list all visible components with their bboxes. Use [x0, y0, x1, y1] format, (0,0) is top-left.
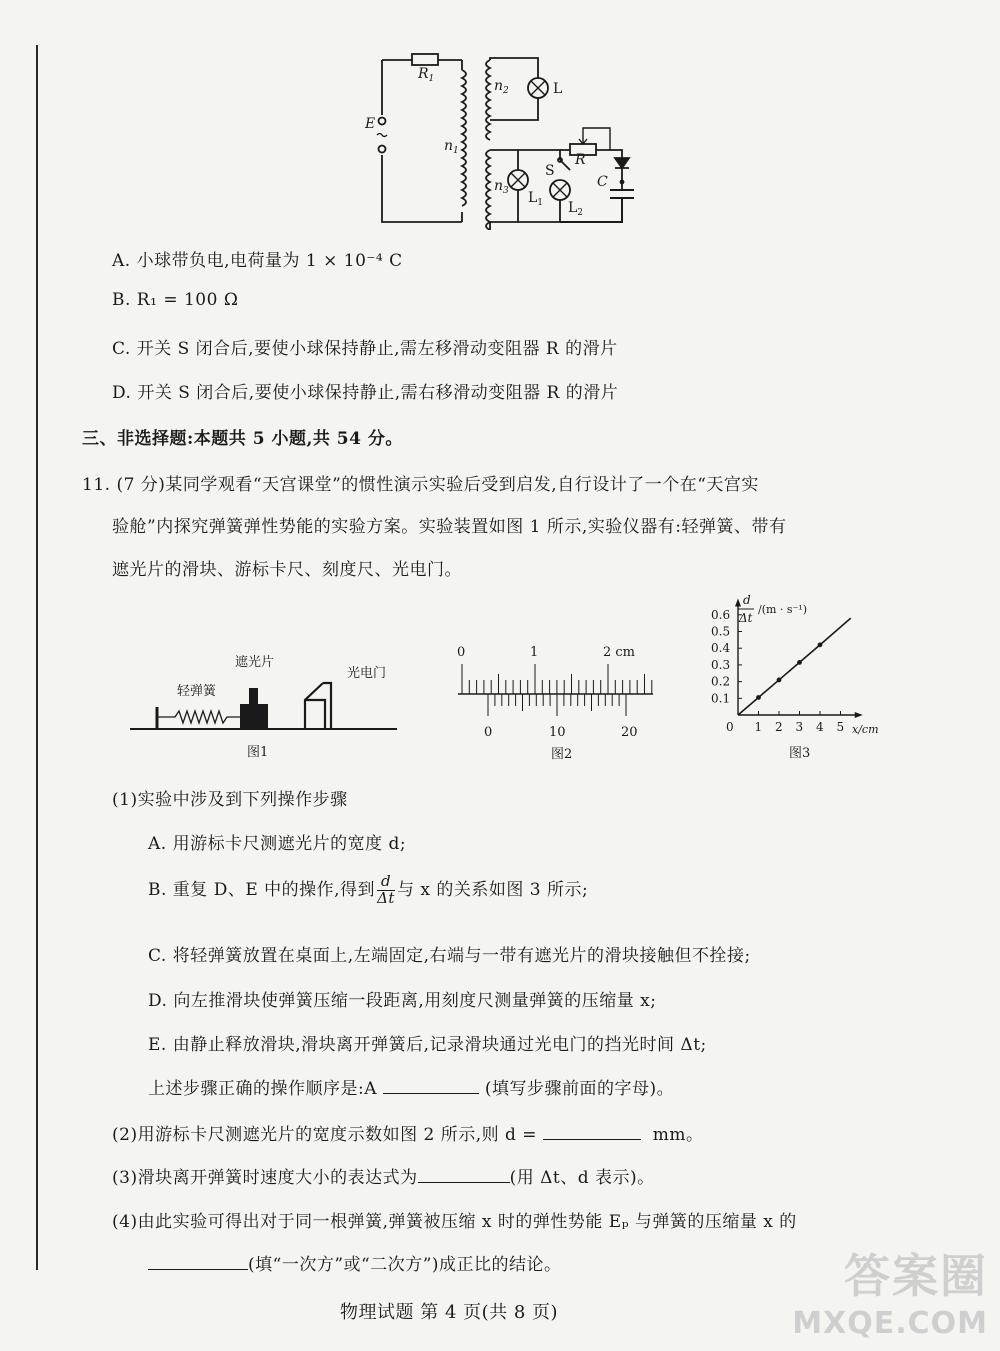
main-tick-2: 2 cm — [603, 645, 636, 660]
x-tick-label: 3 — [795, 720, 804, 734]
y-axis-denominator: Δt — [739, 611, 753, 625]
n1-label: n — [444, 138, 454, 154]
y-tick-label: 0.5 — [711, 624, 731, 639]
data-point — [818, 642, 823, 647]
question-3: (3)滑块离开弹簧时速度大小的表达式为 (用 Δt、d 表示)。 — [112, 1168, 655, 1188]
y-tick-label: 0.4 — [711, 641, 731, 656]
svg-text:L1: $L_1$ — [528, 190, 544, 208]
x-tick-label: 2 — [775, 720, 783, 734]
y-axis-arrow — [735, 598, 741, 606]
series-line — [738, 618, 851, 715]
y-tick-label: 0.2 — [711, 674, 731, 689]
svg-text:n1: $n_1$ — [444, 138, 459, 156]
svg-text:n2: $n_2$ — [494, 78, 509, 96]
y-axis-numerator: d — [743, 593, 751, 607]
option-b: B. R₁ = 100 Ω — [112, 290, 239, 310]
data-point — [756, 695, 761, 700]
transformer-circuit-diagram — [360, 40, 660, 230]
x-tick-label: 5 — [836, 720, 845, 734]
x-axis-label: x/cm — [852, 723, 879, 736]
step-a: A. 用游标卡尺测遮光片的宽度 d; — [148, 834, 407, 854]
step-d: D. 向左推滑块使弹簧压缩一段距离,用刻度尺测量弹簧的压缩量 x; — [148, 991, 657, 1011]
speed-answer-blank[interactable] — [418, 1168, 510, 1183]
n3-label: n — [494, 178, 504, 194]
fig1-caption: 图1 — [247, 745, 269, 760]
power-answer-blank[interactable] — [148, 1255, 248, 1270]
question-4-line-1: (4)由此实验可得出对于同一根弹簧,弹簧被压缩 x 时的弹性势能 Eₚ 与弹簧的压缩量 x 的 — [112, 1212, 797, 1232]
option-d: D. 开关 S 闭合后,要使小球保持静止,需右移滑动变阻器 R 的滑片 — [112, 383, 619, 403]
question-2: (2)用游标卡尺测遮光片的宽度示数如图 2 所示,则 d = mm。 — [112, 1125, 704, 1145]
option-a: A. 小球带负电,电荷量为 1 × 10⁻⁴ C — [112, 251, 403, 271]
svg-text:R1: $R_1$ — [418, 66, 435, 84]
r1-label: R — [418, 66, 429, 82]
fig3-caption: 图3 — [789, 746, 811, 761]
step-c: C. 将轻弹簧放置在桌面上,左端固定,右端与一带有遮光片的滑块接触但不拴接; — [148, 946, 751, 966]
step-b: B. 重复 D、E 中的操作,得到 $\frac{d}{\Delta t}$ 与 x 的关系如图 3 所示; — [148, 872, 589, 907]
y-tick-label: 0.3 — [711, 657, 731, 672]
fig2-caption: 图2 — [551, 747, 573, 762]
main-tick-0: 0 — [457, 645, 466, 660]
question-4-line-2: (填“一次方”或“二次方”)成正比的结论。 — [148, 1250, 562, 1275]
y-tick-label: 0.1 — [711, 691, 731, 706]
step-intro: (1)实验中涉及到下列操作步骤 — [112, 790, 348, 810]
figure-3-chart — [702, 590, 892, 765]
question-11-line-1: 11. (7 分)某同学观看“天宫课堂”的惯性演示实验后受到启发,自行设计了一个在“天宫实 — [82, 475, 759, 495]
fig1-spring-label: 轻弹簧 — [177, 684, 217, 699]
width-answer-blank[interactable] — [543, 1125, 641, 1140]
question-11-line-2: 验舱”内探究弹簧弹性势能的实验方案。实验装置如图 1 所示,实验仪器有:轻弹簧、带有 — [112, 517, 787, 537]
x-tick-label: 4 — [816, 720, 824, 734]
switch-label: S — [545, 163, 555, 179]
vernier-tick-10: 10 — [549, 725, 566, 740]
l2-label: L — [568, 200, 578, 216]
data-point — [777, 678, 782, 683]
l1-label: L — [528, 190, 538, 206]
figure-1-apparatus — [125, 645, 405, 765]
page-margin-rule — [36, 45, 38, 1270]
x-tick-label: 1 — [754, 720, 763, 734]
y-axis-unit: /(m · s⁻¹) — [758, 603, 808, 616]
source-label: E — [365, 116, 376, 132]
x-tick-label: 0 — [726, 720, 734, 734]
option-c: C. 开关 S 闭合后,要使小球保持静止,需左移滑动变阻器 R 的滑片 — [112, 339, 618, 359]
n2-label: n — [494, 78, 504, 94]
watermark-logo: 答案圈 MXQE.COM — [792, 1249, 988, 1341]
lamp-label: L — [553, 81, 563, 97]
fig1-gate-label: 光电门 — [347, 666, 387, 681]
step-order: 上述步骤正确的操作顺序是:A (填写步骤前面的字母)。 — [148, 1079, 675, 1099]
page-footer: 物理试题 第 4 页(共 8 页) — [340, 1302, 559, 1323]
fraction-d-over-dt: $\frac{d}{\Delta t}$ — [377, 872, 395, 907]
fig1-shade-label: 遮光片 — [235, 655, 275, 670]
svg-text:n3: $n_3$ — [494, 178, 509, 196]
section-heading: 三、非选择题:本题共 5 小题,共 54 分。 — [82, 429, 403, 449]
step-e: E. 由静止释放滑块,滑块离开弹簧后,记录滑块通过光电门的挡光时间 Δt; — [148, 1035, 707, 1055]
figure-2-vernier — [448, 642, 663, 764]
vernier-scale-ticks — [488, 694, 626, 716]
main-tick-1: 1 — [530, 645, 539, 660]
rheostat-label: R — [575, 152, 586, 168]
x-axis-arrow — [855, 712, 863, 718]
data-point — [797, 660, 802, 665]
svg-text:L2: $L_2$ — [568, 200, 584, 218]
y-tick-label: 0.6 — [711, 607, 731, 622]
vernier-tick-20: 20 — [621, 725, 638, 740]
main-scale-ticks — [462, 664, 652, 694]
order-answer-blank[interactable] — [383, 1079, 479, 1094]
capacitor-label: C — [597, 174, 608, 190]
question-11-line-3: 遮光片的滑块、游标卡尺、刻度尺、光电门。 — [112, 560, 462, 580]
vernier-tick-0: 0 — [484, 725, 493, 740]
